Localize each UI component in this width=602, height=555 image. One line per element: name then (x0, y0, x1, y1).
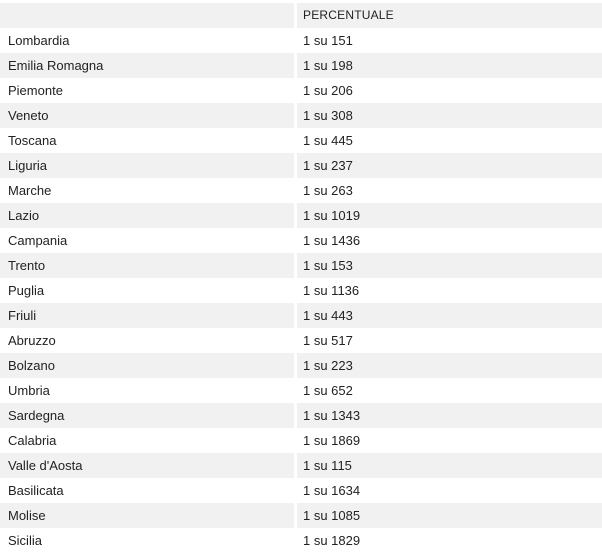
table-row (0, 353, 602, 378)
region-cell: Emilia Romagna (0, 53, 294, 78)
region-cell: Calabria (8, 433, 57, 448)
region-cell: Piemonte (8, 83, 63, 98)
region-cell: Molise (0, 503, 294, 528)
table-row (0, 103, 602, 128)
table-row (0, 378, 602, 403)
header-region-cell (0, 3, 294, 28)
table-body (0, 28, 602, 553)
table-row (0, 478, 602, 503)
table-header-row (0, 3, 602, 28)
region-cell: Veneto (0, 103, 294, 128)
table-row (0, 278, 602, 303)
table-row (0, 303, 602, 328)
percentuale-cell: 1 su 263 (303, 183, 353, 198)
region-cell: Liguria (0, 153, 294, 178)
table-row (0, 503, 602, 528)
region-cell: Basilicata (8, 483, 64, 498)
table-row (0, 28, 602, 53)
region-cell: Sardegna (0, 403, 294, 428)
region-cell: Lazio (0, 203, 294, 228)
region-cell: Campania (8, 233, 68, 248)
region-cell: Abruzzo (8, 333, 56, 348)
percentuale-cell: 1 su 1869 (303, 433, 361, 448)
table-row (0, 403, 602, 428)
table-row (0, 53, 602, 78)
table-row (0, 228, 602, 253)
percentuale-cell: 1 su 1343 (297, 403, 602, 428)
header-percentuale-cell: PERCENTUALE (297, 3, 602, 28)
percentuale-cell: 1 su 652 (303, 383, 353, 398)
table-row (0, 128, 602, 153)
percentuale-cell: 1 su 198 (297, 53, 602, 78)
percentuale-cell: 1 su 237 (297, 153, 602, 178)
region-cell: Puglia (8, 283, 45, 298)
region-cell: Friuli (0, 303, 294, 328)
table-row (0, 528, 602, 553)
percentuale-cell: 1 su 443 (297, 303, 602, 328)
percentuale-cell: 1 su 1436 (303, 233, 361, 248)
region-cell: Lombardia (8, 33, 70, 48)
region-cell: Toscana (8, 133, 57, 148)
table-row (0, 328, 602, 353)
percentuale-cell: 1 su 308 (297, 103, 602, 128)
percentuale-cell: 1 su 1829 (303, 533, 361, 548)
region-cell: Trento (0, 253, 294, 278)
table-row (0, 253, 602, 278)
percentuale-cell: 1 su 1019 (297, 203, 602, 228)
percentuale-cell: 1 su 223 (297, 353, 602, 378)
table-row (0, 78, 602, 103)
percentuale-cell: 1 su 1136 (303, 283, 360, 298)
percentuale-cell: 1 su 1085 (297, 503, 602, 528)
percentuale-cell: 1 su 206 (303, 83, 353, 98)
percentuale-cell: 1 su 445 (303, 133, 353, 148)
data-table (0, 3, 602, 553)
region-cell: Bolzano (0, 353, 294, 378)
region-cell: Marche (8, 183, 52, 198)
percentuale-cell: 1 su 115 (297, 453, 602, 478)
percentuale-cell: 1 su 153 (297, 253, 602, 278)
table-row (0, 453, 602, 478)
region-cell: Valle d'Aosta (0, 453, 294, 478)
percentuale-cell: 1 su 1634 (303, 483, 361, 498)
percentuale-cell: 1 su 151 (303, 33, 353, 48)
table-row (0, 178, 602, 203)
percentuale-cell: 1 su 517 (303, 333, 353, 348)
table-row (0, 203, 602, 228)
table-row (0, 153, 602, 178)
table-row (0, 428, 602, 453)
region-cell: Sicilia (8, 533, 42, 548)
region-cell: Umbria (8, 383, 50, 398)
